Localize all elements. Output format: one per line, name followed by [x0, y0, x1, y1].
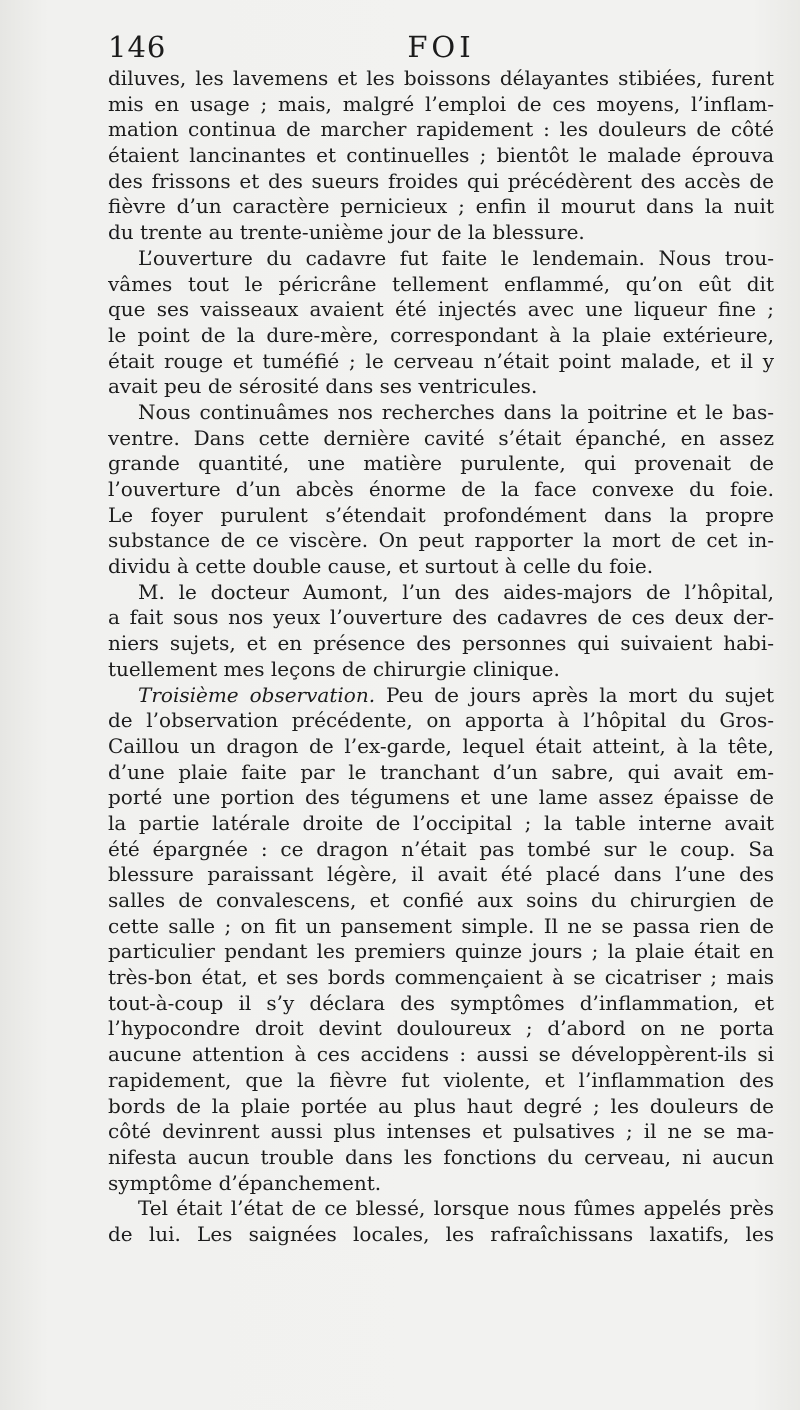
text-line: tout-à-coup il s’y déclara des symptômes d’inflammation, et — [108, 990, 774, 1015]
text-line: substance de ce viscère. On peut rapporter la mort de cet in- — [108, 528, 774, 553]
text-line: mation continua de marcher rapidement : les douleurs de côté — [108, 117, 774, 142]
text-line — [108, 683, 774, 709]
observation-heading: Troisième observation. — [138, 682, 376, 707]
text-line: porté une portion des tégumens et une lame assez épaisse de — [108, 785, 774, 810]
text-line: particulier pendant les premiers quinze jours ; la plaie était en — [108, 939, 774, 964]
text-line: Le foyer purulent s’étendait profondément dans la propre — [108, 502, 774, 527]
text-line: côté devinrent aussi plus intenses et pulsatives ; il ne se ma- — [108, 1119, 774, 1144]
text-line: nifesta aucun trouble dans les fonctions du cerveau, ni aucun — [108, 1144, 774, 1169]
text-line: Nous continuâmes nos recherches dans la poitrine et le bas- — [138, 399, 774, 424]
text-line: blessure paraissant légère, il avait été placé dans l’une des — [108, 862, 774, 887]
running-title: FOI — [407, 30, 475, 64]
text-line: la partie latérale droite de l’occipital ; la table interne avait — [108, 810, 774, 835]
text-line: L’ouverture du cadavre fut faite le lendemain. Nous trou- — [138, 245, 774, 270]
text-line: Tel était l’état de ce blessé, lorsque nous fûmes appelés près — [138, 1196, 774, 1221]
text-line: tuellement mes leçons de chirurgie clinique. — [108, 656, 560, 681]
text-line: vâmes tout le péricrâne tellement enflammé, qu’on eût dit — [108, 271, 774, 296]
text-line: très-bon état, et ses bords commençaient à se cicatriser ; mais — [108, 965, 774, 990]
text-line: des frissons et des sueurs froides qui précédèrent des accès de — [108, 168, 774, 193]
text-line-rest: Peu de jours après la mort du sujet — [386, 682, 774, 707]
text-line: rapidement, que la fièvre fut violente, et l’inflammation des — [108, 1067, 774, 1092]
text-line: grande quantité, une matière purulente, qui provenait de — [108, 451, 774, 476]
text-line: l’hypocondre droit devint douloureux ; d’abord on ne porta — [108, 1016, 774, 1041]
text-line: Caillou un dragon de l’ex-garde, lequel était atteint, à la tête, — [108, 733, 774, 758]
text-line: symptôme d’épanchement. — [108, 1170, 382, 1195]
text-line: salles de convalescens, et confié aux soins du chirurgien de — [108, 888, 774, 912]
text-line: fièvre d’un caractère pernicieux ; enfin il mourut dans la nuit — [108, 194, 774, 219]
text-line: l’ouverture d’un abcès énorme de la face convexe du foie. — [108, 477, 774, 501]
text-line: a fait sous nos yeux l’ouverture des cadavres de ces deux der- — [108, 605, 774, 630]
body-text — [108, 66, 774, 1248]
text-line: M. le docteur Aumont, l’un des aides-majors de l’hôpital, — [138, 579, 774, 604]
text-line: de l’observation précédente, on apporta à l’hôpital du Gros- — [108, 708, 774, 733]
text-line: mis en usage ; mais, malgré l’emploi de ces moyens, l’inflam- — [108, 91, 774, 116]
page-number: 146 — [108, 30, 167, 64]
text-line: niers sujets, et en présence des personnes qui suivaient habi- — [108, 631, 774, 656]
text-line: était rouge et tuméfié ; le cerveau n’était point malade, et il y — [108, 348, 774, 373]
text-line: du trente au trente-unième jour de la blessure. — [108, 220, 585, 245]
page-header — [108, 30, 774, 64]
text-line: que ses vaisseaux avaient été injectés avec une liqueur fine ; — [108, 297, 774, 322]
text-line: diluves, les lavemens et les boissons délayantes stibiées, furent — [108, 66, 774, 90]
text-line: ventre. Dans cette dernière cavité s’était épanché, en assez — [108, 425, 774, 450]
text-line: avait peu de sérosité dans ses ventricules. — [108, 374, 538, 399]
text-line: étaient lancinantes et continuelles ; bientôt le malade éprouva — [108, 143, 774, 168]
text-line: d’une plaie faite par le tranchant d’un sabre, qui avait em- — [108, 759, 774, 784]
text-line: le point de la dure-mère, correspondant à la plaie extérieure, — [108, 322, 774, 347]
text-line: été épargnée : ce dragon n’était pas tombé sur le coup. Sa — [108, 836, 774, 861]
text-line: de lui. Les saignées locales, les rafraîchissans laxatifs, les — [108, 1221, 774, 1246]
text-line: dividu à cette double cause, et surtout à celle du foie. — [108, 554, 654, 579]
text-line: aucune attention à ces accidens : aussi se développèrent-ils si — [108, 1042, 774, 1067]
text-line: bords de la plaie portée au plus haut degré ; les douleurs de — [108, 1093, 774, 1118]
text-line: cette salle ; on fit un pansement simple. Il ne se passa rien de — [108, 913, 774, 938]
